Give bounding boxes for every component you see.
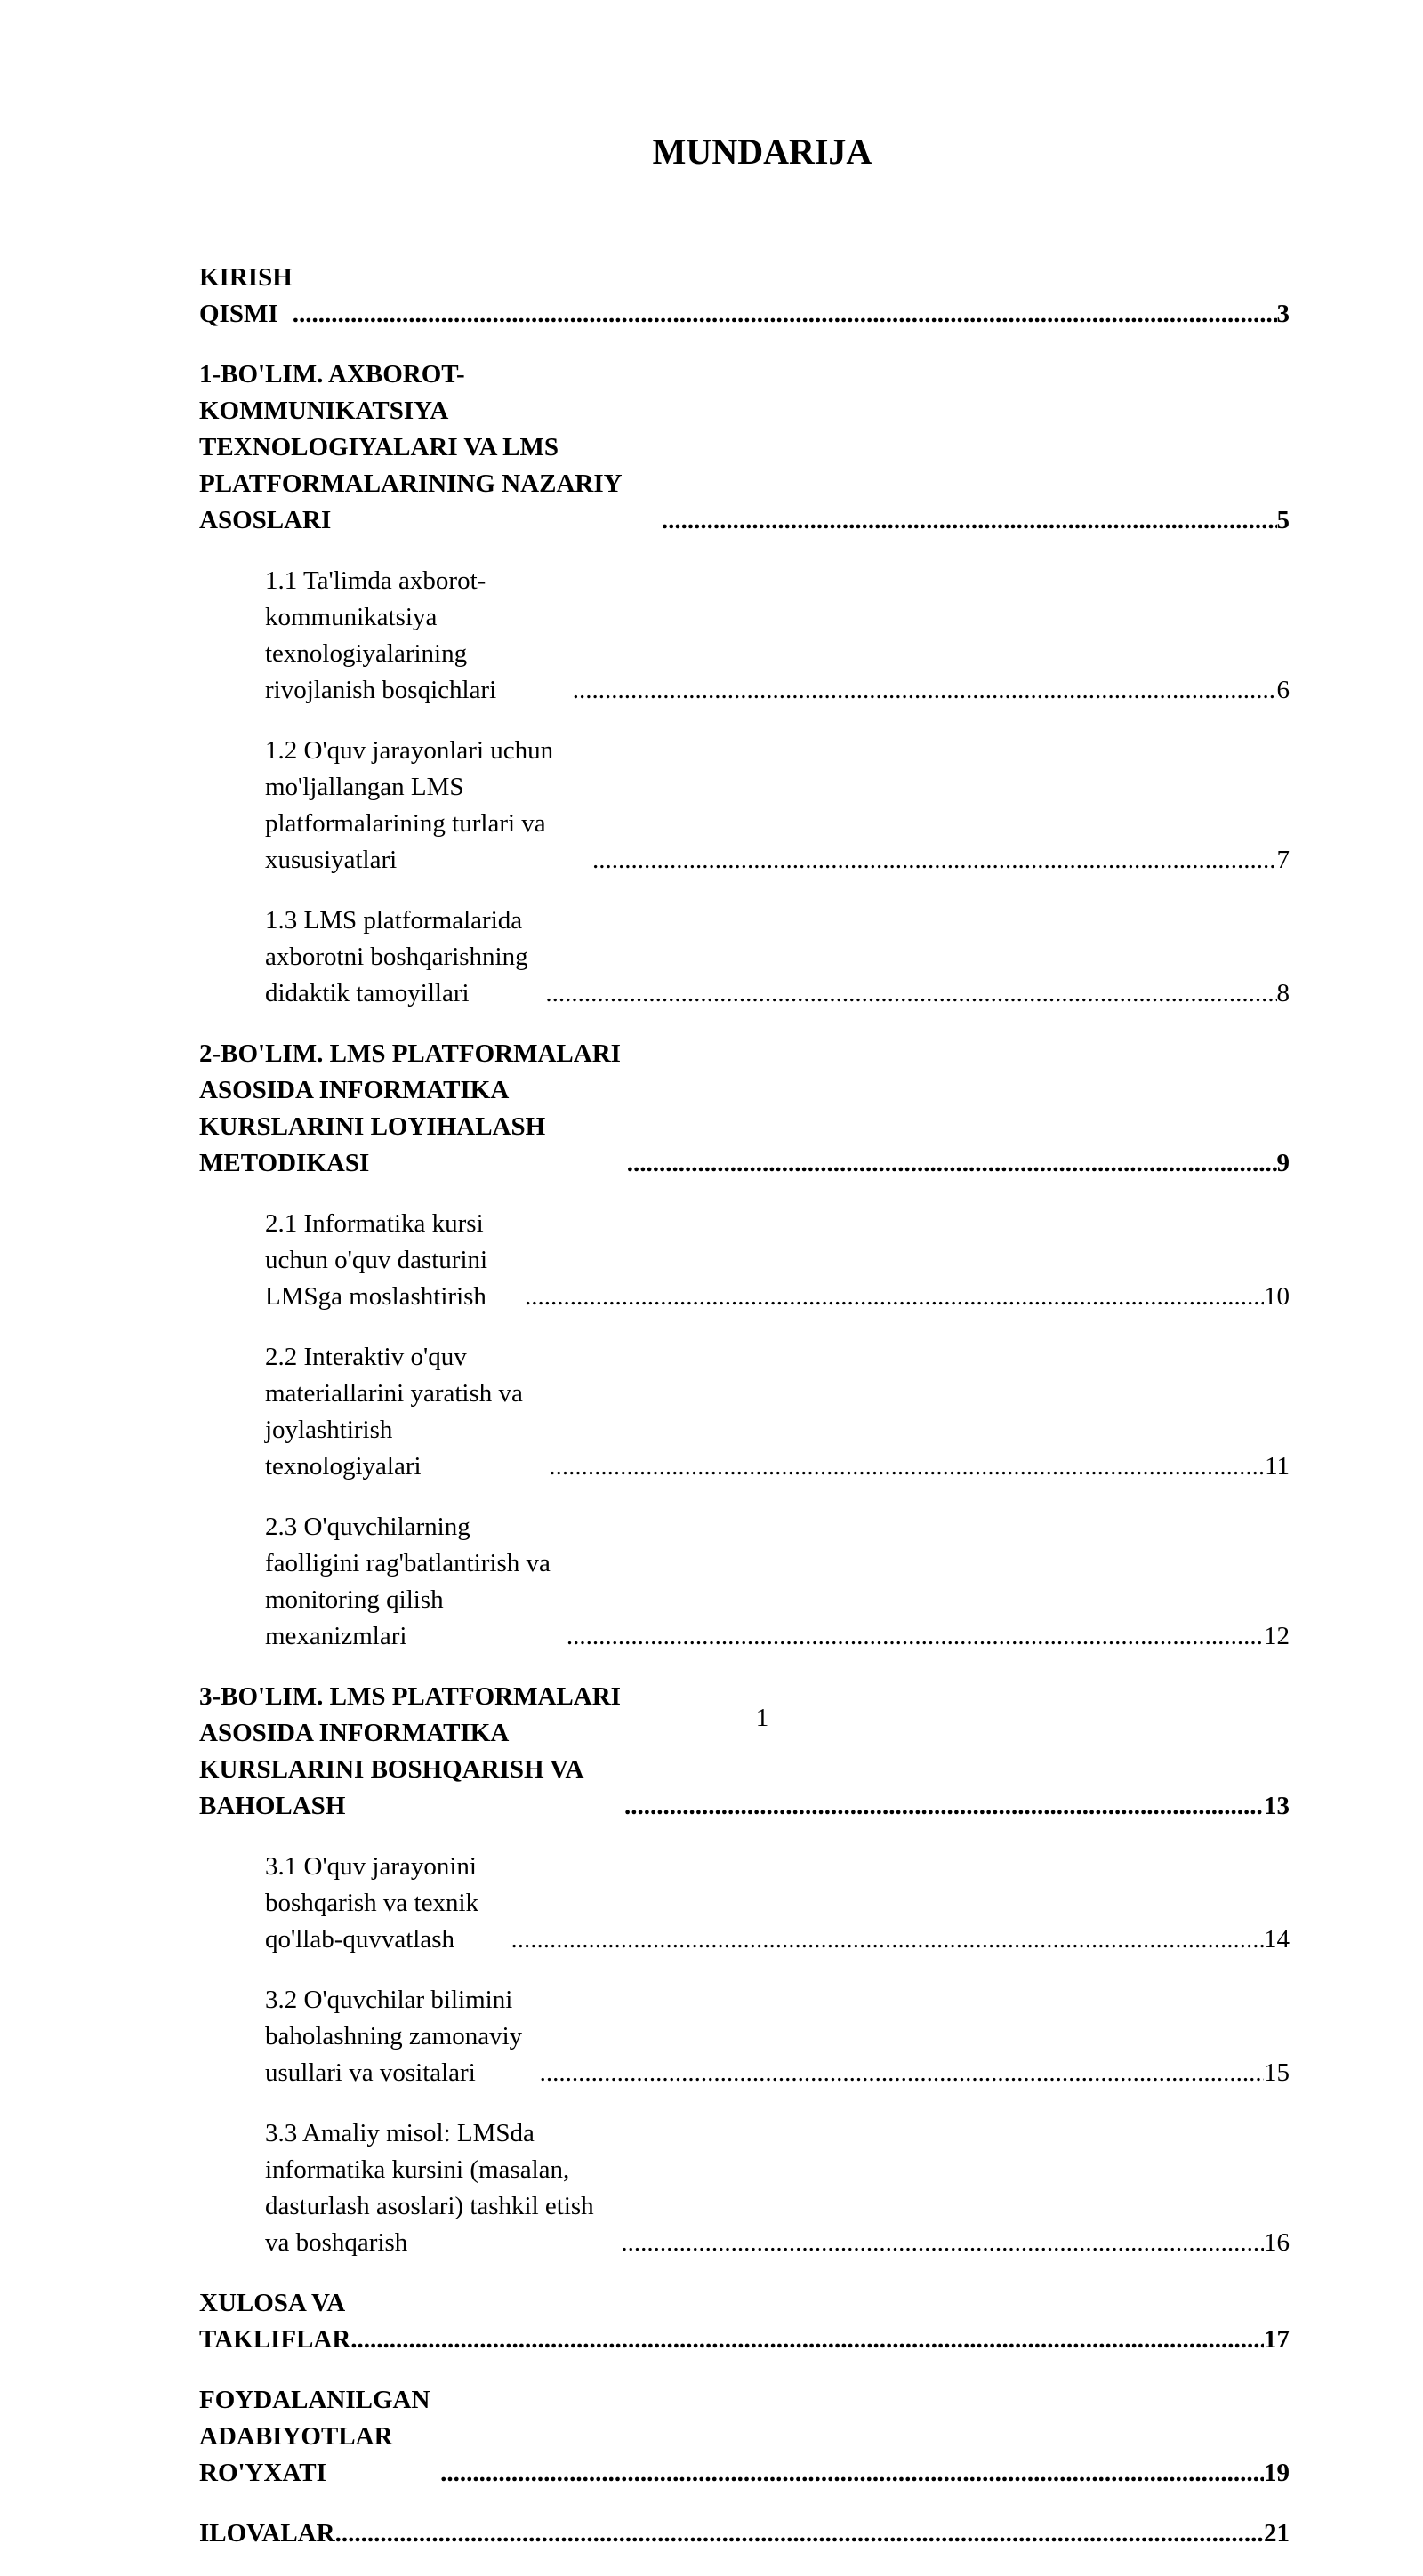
document-title: MUNDARIJA — [652, 132, 872, 172]
toc-entry[interactable] — [199, 733, 1290, 879]
toc-entry-text: ILOVALAR — [199, 2519, 335, 2548]
toc-entry-page: 10 — [1264, 1282, 1290, 1311]
toc-entry-page: 11 — [1265, 1452, 1290, 1481]
toc-entry-page: 7 — [1276, 846, 1290, 874]
toc-leader — [624, 1788, 1264, 1825]
toc-leader — [350, 2322, 1264, 2358]
toc-entry[interactable] — [199, 1849, 1290, 1958]
page-number: 1 — [755, 1704, 769, 1732]
toc-entry-page: 13 — [1264, 1792, 1290, 1820]
toc-entry-text: 3-BO'LIM. LMS PLATFORMALARI ASOSIDA INFORMATIKA KURSLARINI BOSHQARISH VA BAHOLASH — [199, 1682, 621, 1820]
toc-entry-text: 3.2 O'quvchilar bilimini baholashning zamonaviy usullari va vositalari — [265, 1986, 523, 2087]
toc-entry-page: 21 — [1264, 2519, 1290, 2548]
toc-entry-page: 9 — [1276, 1149, 1290, 1177]
toc-leader — [621, 2225, 1264, 2261]
toc-entry-text: 1.1 Ta'limda axborot-kommunikatsiya texnologiyalarining rivojlanish bosqichlari — [265, 566, 497, 704]
table-of-contents — [199, 260, 1290, 2576]
toc-entry-page: 15 — [1264, 2058, 1290, 2087]
toc-entry-page: 6 — [1276, 676, 1290, 704]
toc-leader — [573, 672, 1277, 709]
toc-entry-text: 2.3 O'quvchilarning faolligini rag'batlantirish va monitoring qilish mexanizmlari — [265, 1513, 551, 1650]
toc-entry-text: 3.1 O'quv jarayonini boshqarish va texnik qo'llab-quvvatlash — [265, 1852, 479, 1954]
toc-entry-page: 5 — [1276, 506, 1290, 534]
toc-leader — [511, 1922, 1264, 1958]
toc-entry-text: 3.3 Amaliy misol: LMSda informatika kursini (masalan, dasturlash asoslari) tashkil etish va boshqarish — [265, 2119, 594, 2257]
toc-leader — [549, 1448, 1265, 1485]
toc-entry-page: 8 — [1276, 979, 1290, 1007]
toc-entry[interactable] — [199, 357, 1290, 539]
toc-entry-page: 17 — [1264, 2325, 1290, 2354]
toc-entry-text: XULOSA VA TAKLIFLAR — [199, 2289, 351, 2354]
toc-entry[interactable] — [199, 563, 1290, 709]
toc-leader — [592, 842, 1276, 879]
toc-leader — [335, 2516, 1264, 2552]
toc-entry[interactable] — [199, 1339, 1290, 1485]
toc-entry[interactable] — [199, 1036, 1290, 1182]
toc-entry-text: 2.2 Interaktiv o'quv materiallarini yaratish va joylashtirish texnologiyalari — [265, 1343, 523, 1481]
toc-entry-page: 19 — [1264, 2459, 1290, 2487]
toc-leader — [627, 1145, 1277, 1182]
toc-entry[interactable] — [199, 2516, 1290, 2552]
toc-entry[interactable] — [199, 1206, 1290, 1315]
toc-leader — [525, 1279, 1264, 1315]
toc-leader — [567, 1618, 1264, 1655]
toc-leader — [545, 975, 1276, 1012]
toc-entry[interactable] — [199, 2115, 1290, 2261]
toc-entry[interactable] — [199, 1509, 1290, 1655]
toc-entry[interactable] — [199, 260, 1290, 333]
toc-entry-page: 16 — [1264, 2228, 1290, 2257]
toc-entry-text: 1.3 LMS platformalarida axborotni boshqarishning didaktik tamoyillari — [265, 906, 528, 1007]
toc-leader — [440, 2455, 1264, 2492]
toc-entry-page: 14 — [1264, 1925, 1290, 1954]
toc-entry[interactable] — [199, 2382, 1290, 2492]
toc-leader — [293, 296, 1277, 333]
toc-entry-text: 1-BO'LIM. AXBOROT-KOMMUNIKATSIYA TEXNOLOGIYALARI VA LMS PLATFORMALARINING NAZARIY ASOSLARI — [199, 360, 622, 534]
toc-entry-text: 1.2 O'quv jarayonlari uchun mo'ljallangan LMS platformalarining turlari va xususiyatlari — [265, 736, 554, 874]
toc-entry-text: KIRISH QISMI — [199, 263, 293, 328]
toc-entry-page: 3 — [1276, 300, 1290, 328]
toc-entry-text: 2.1 Informatika kursi uchun o'quv dasturini LMSga moslashtirish — [265, 1209, 488, 1311]
toc-entry[interactable] — [199, 903, 1290, 1012]
toc-entry-text: FOYDALANILGAN ADABIYOTLAR RO'YXATI — [199, 2386, 430, 2487]
toc-entry[interactable] — [199, 2285, 1290, 2358]
toc-entry-page: 12 — [1264, 1622, 1290, 1650]
toc-leader — [662, 502, 1277, 539]
toc-entry-text: 2-BO'LIM. LMS PLATFORMALARI ASOSIDA INFORMATIKA KURSLARINI LOYIHALASH METODIKASI — [199, 1039, 621, 1177]
toc-entry[interactable] — [199, 1982, 1290, 2091]
toc-leader — [540, 2055, 1264, 2091]
